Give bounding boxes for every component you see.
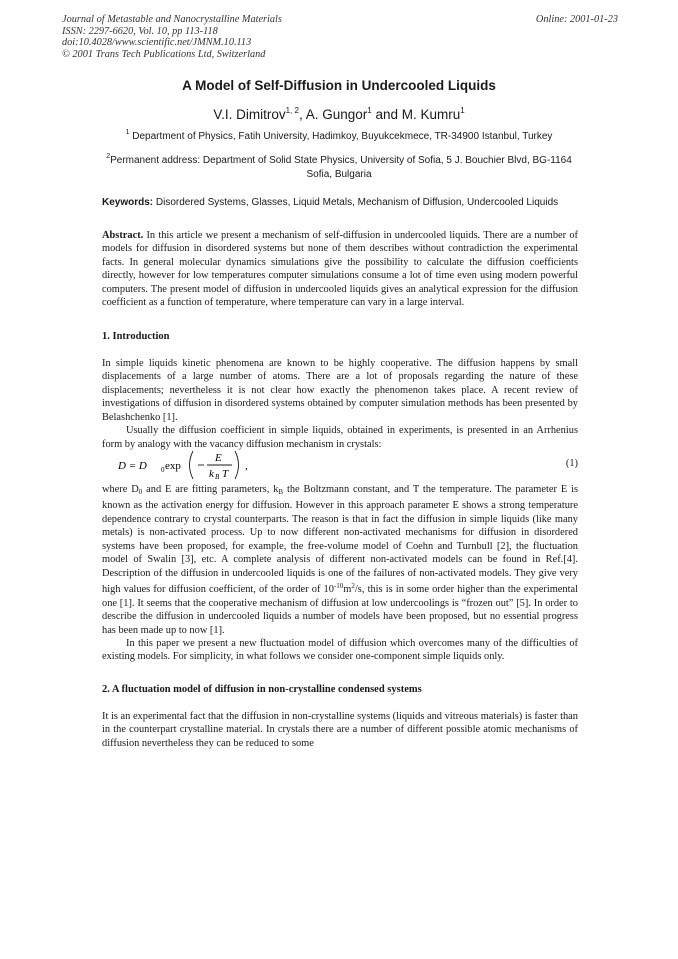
eq-lhs: D = D: [118, 460, 147, 472]
eq-numerator: E: [215, 452, 222, 464]
eq-left-paren: [190, 451, 194, 479]
equation-1-number: (1): [565, 458, 578, 469]
paper-title: A Model of Self-Diffusion in Undercooled Liquids: [182, 78, 496, 93]
p3-sup-2: 2: [351, 582, 355, 591]
section-2-paragraph-1: It is an experimental fact that the diffusion in non-crystalline systems (liquids and vitreous materials) is faster than in the counterpart crystalline material. In crystals there are a number of different possible atomic mechanisms of diffusion nevertheless they can be reduced to some: [102, 711, 578, 749]
equation-1-formula: [118, 448, 318, 482]
journal-header: [62, 14, 618, 60]
p3-part-b: and E are fitting parameters, k: [142, 484, 279, 495]
issn-line: ISSN: 2297-6620, Vol. 10, pp 113-118: [62, 25, 218, 37]
p3-sup-exponent: -10: [333, 582, 344, 591]
author-1: V.I. Dimitrov: [213, 107, 286, 122]
p3-part-c: the Boltzmann constant, and T the temperature. The parameter E is known as the activation energy for diffusion. However in this approach parameter E shows a strong temperature dependence contrary to crystal counterparts. The reason is that in fact the diffusion in simple liquids (like many metals) is non-activated process. Up to now different non-activated mechanisms for diffusion in disordered systems have been proposed, for example, the free-volume model of Coehn and Turnbull [2], the fluctuation model of Swalin [3], etc. A complete analysis of different non-activated models can be found in Ref.[4]. Description of the diffusion in undercooled liquids is one of the failures of non-activated models. They give very high values for diffusion coefficient, of the order of 10: [102, 484, 578, 596]
affiliation-2-text: Permanent address: Department of Solid State Physics, University of Sofia, 5 J. Bouchier Blvd, BG-1164 Sofia, Bulgaria: [110, 155, 572, 180]
section-1-body-top: [102, 357, 578, 451]
doi-line: doi:10.4028/www.scientific.net/JMNM.10.113: [62, 37, 252, 49]
equation-1: [102, 448, 578, 482]
author-list: [0, 106, 678, 122]
eq-denominator-T: T: [222, 468, 229, 480]
intro-paragraph-1: In simple liquids kinetic phenomena are known to be highly cooperative. The diffusion happens by small displacements of a large number of atoms. There are a lot of proposals regarding the nature of these displacements; nevertheless it is not clear how exactly the phenomenon takes place. A recent review of investigations of diffusion in disordered systems obtained by computer simulation methods has been presented by Belashchenko [1].: [102, 358, 578, 423]
section-1-body-bottom: [102, 483, 578, 664]
eq-exp: exp: [165, 460, 181, 472]
intro-paragraph-3: [102, 483, 578, 637]
author-1-affil-mark: 1, 2: [285, 106, 299, 115]
keywords-label: Keywords:: [102, 197, 154, 208]
eq-right-paren: [235, 451, 239, 479]
p3-part-a: where D: [102, 484, 139, 495]
author-2: , A. Gungor: [298, 107, 368, 122]
p3-sub-B: B: [278, 488, 284, 496]
eq-lhs-sub: 0: [161, 466, 165, 474]
author-3: and M. Kumru: [371, 107, 461, 122]
copyright-line: © 2001 Trans Tech Publications Ltd, Switzerland: [62, 48, 266, 60]
eq-comma: ,: [245, 460, 248, 472]
section-2-body: [102, 710, 578, 750]
p3-part-d: m: [343, 584, 352, 596]
author-2-affil-mark: 1: [367, 106, 372, 115]
author-3-affil-mark: 1: [460, 106, 465, 115]
p3-sub-0: 0: [138, 488, 143, 496]
affiliation-1-text: Department of Physics, Fatih University, Hadimkoy, Buyukcekmece, TR-34900 Istanbul, Turkey: [129, 131, 553, 142]
online-date: Online: 2001-01-23: [535, 14, 618, 25]
affiliation-2: [100, 150, 578, 181]
p3-part-e: /s, this is in some order higher than the experimental one [1]. It seems that the cooperative mechanism of diffusion at low undercoolings is “frozen out” [5]. In order to describe the diffusion in undercooled liquids a number of models have been proposed, but no essential progress has been made up to now [1].: [102, 584, 578, 636]
abstract-label: Abstract.: [102, 230, 144, 241]
section-2-heading: 2. A fluctuation model of diffusion in non-crystalline condensed systems: [102, 684, 422, 695]
abstract: [102, 229, 578, 310]
journal-name: Journal of Metastable and Nanocrystalline Materials: [62, 14, 282, 25]
keywords: [102, 196, 578, 209]
eq-denominator-k: k: [209, 468, 214, 480]
eq-denominator-sub: B: [215, 473, 220, 481]
keywords-text: Disordered Systems, Glasses, Liquid Metals, Mechanism of Diffusion, Undercooled Liquids: [153, 197, 559, 208]
abstract-text: In this article we present a mechanism of self-diffusion in undercooled liquids. There are a number of models for diffusion in disordered systems but none of them describes without contradiction the experimental facts. In general molecular dynamics simulations give the possibility to calculate the diffusion coefficients directly, however for low temperatures computer simulations consume a lot of time even using modern powerful computers. The present model of diffusion in undercooled liquids gives an analytical expression for the diffusion coefficient as a function of temperature, where temperature can vary in a large interval.: [102, 230, 578, 309]
section-1-heading: 1. Introduction: [102, 331, 170, 342]
affiliation-1-mark: 1: [125, 129, 130, 136]
intro-paragraph-4: In this paper we present a new fluctuation model of diffusion which overcomes many of the difficulties of existing models. For simplicity, in what follows we consider one-component simple liquids only.: [102, 637, 578, 663]
affiliation-1: [100, 126, 578, 144]
intro-paragraph-2: Usually the diffusion coefficient in simple liquids, obtained in experiments, is presented in an Arrhenius form by analogy with the vacancy diffusion mechanism in crystals:: [102, 425, 578, 450]
affiliation-2-mark: 2: [106, 153, 111, 160]
